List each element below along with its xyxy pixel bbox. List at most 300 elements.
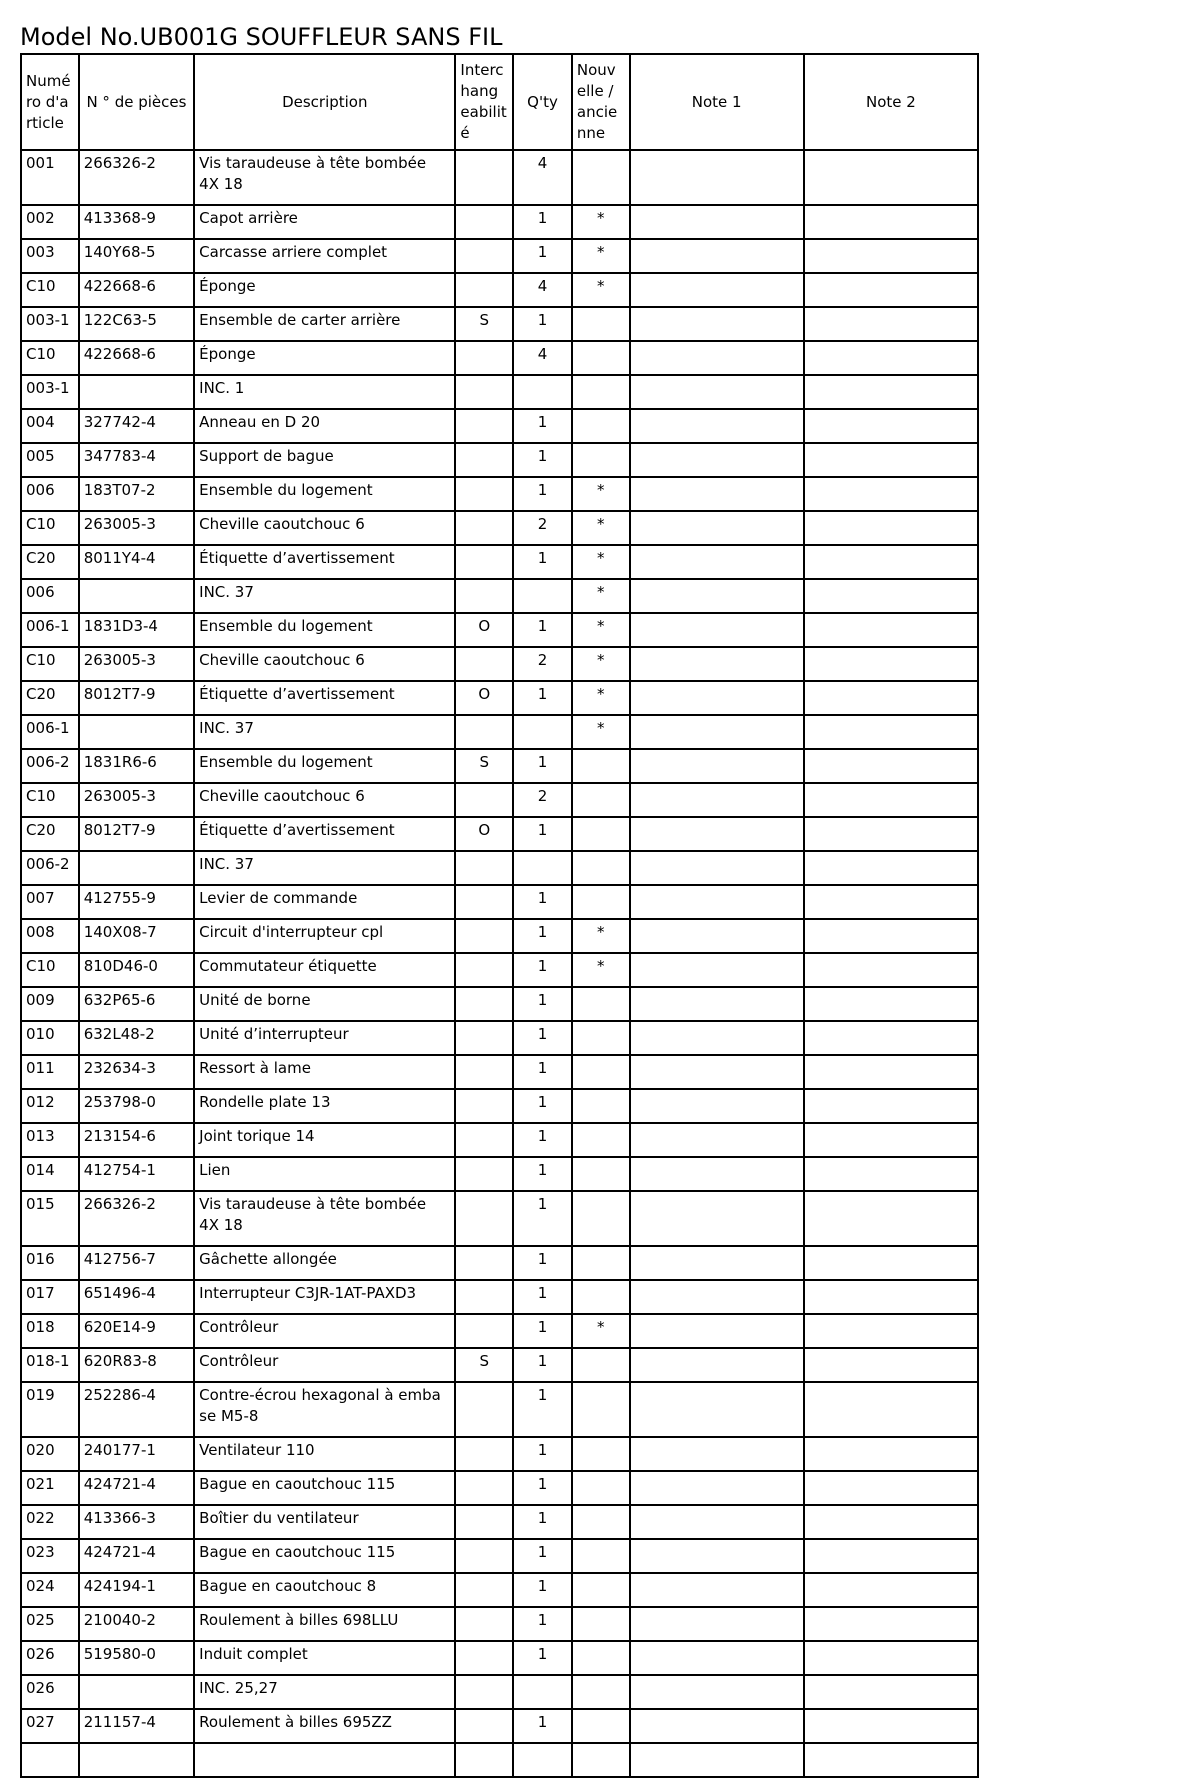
cell-item-no: 016 bbox=[21, 1246, 79, 1280]
table-row bbox=[21, 1191, 978, 1246]
table-row bbox=[21, 1089, 978, 1123]
cell-part-no: 651496-4 bbox=[79, 1280, 194, 1314]
cell-note-1 bbox=[630, 817, 804, 851]
cell-note-1 bbox=[630, 409, 804, 443]
cell-item-no: 015 bbox=[21, 1191, 79, 1246]
table-row bbox=[21, 1157, 978, 1191]
cell-interchangeability bbox=[455, 1191, 513, 1246]
table-row bbox=[21, 987, 978, 1021]
cell-item-no: 010 bbox=[21, 1021, 79, 1055]
cell-interchangeability bbox=[455, 1089, 513, 1123]
cell-new-old: * bbox=[572, 205, 630, 239]
cell-note-1 bbox=[630, 1641, 804, 1675]
cell-part-no: 140Y68-5 bbox=[79, 239, 194, 273]
cell-qty: 1 bbox=[513, 205, 572, 239]
cell-item-no: 021 bbox=[21, 1471, 79, 1505]
cell-description: Roulement à billes 698LLU bbox=[194, 1607, 455, 1641]
cell-note-2 bbox=[804, 715, 978, 749]
cell-description: Support de bague bbox=[194, 443, 455, 477]
table-row bbox=[21, 239, 978, 273]
cell-new-old bbox=[572, 1641, 630, 1675]
table-row bbox=[21, 919, 978, 953]
cell-description: INC. 37 bbox=[194, 851, 455, 885]
cell-part-no bbox=[79, 851, 194, 885]
cell-part-no: 1831R6-6 bbox=[79, 749, 194, 783]
cell-interchangeability bbox=[455, 1382, 513, 1437]
cell-new-old: * bbox=[572, 239, 630, 273]
table-row bbox=[21, 953, 978, 987]
cell-note-2 bbox=[804, 477, 978, 511]
cell-item-no: 024 bbox=[21, 1573, 79, 1607]
cell-part-no: 122C63-5 bbox=[79, 307, 194, 341]
cell-qty: 1 bbox=[513, 681, 572, 715]
cell-item-no: 020 bbox=[21, 1437, 79, 1471]
cell-description: Bague en caoutchouc 8 bbox=[194, 1573, 455, 1607]
cell-note-2 bbox=[804, 987, 978, 1021]
cell-part-no: 424721-4 bbox=[79, 1471, 194, 1505]
cell-new-old bbox=[572, 1743, 630, 1777]
cell-qty: 4 bbox=[513, 150, 572, 205]
parts-table-body bbox=[21, 150, 978, 1777]
cell-note-1 bbox=[630, 1123, 804, 1157]
cell-interchangeability bbox=[455, 579, 513, 613]
cell-note-2 bbox=[804, 681, 978, 715]
cell-note-1 bbox=[630, 511, 804, 545]
cell-part-no bbox=[79, 375, 194, 409]
table-row bbox=[21, 715, 978, 749]
cell-note-2 bbox=[804, 1709, 978, 1743]
cell-new-old bbox=[572, 1505, 630, 1539]
cell-interchangeability bbox=[455, 545, 513, 579]
cell-note-1 bbox=[630, 1471, 804, 1505]
cell-interchangeability bbox=[455, 1246, 513, 1280]
cell-description: Cheville caoutchouc 6 bbox=[194, 647, 455, 681]
col-header-qty: Q'ty bbox=[513, 54, 572, 150]
cell-interchangeability bbox=[455, 443, 513, 477]
cell-part-no: 632L48-2 bbox=[79, 1021, 194, 1055]
cell-description: Unité d’interrupteur bbox=[194, 1021, 455, 1055]
table-row bbox=[21, 885, 978, 919]
cell-note-2 bbox=[804, 511, 978, 545]
table-row bbox=[21, 1280, 978, 1314]
table-row bbox=[21, 681, 978, 715]
cell-description: Induit complet bbox=[194, 1641, 455, 1675]
cell-note-2 bbox=[804, 647, 978, 681]
cell-item-no: 011 bbox=[21, 1055, 79, 1089]
cell-note-1 bbox=[630, 715, 804, 749]
cell-part-no: 266326-2 bbox=[79, 1191, 194, 1246]
table-row bbox=[21, 817, 978, 851]
cell-item-no: 025 bbox=[21, 1607, 79, 1641]
cell-interchangeability bbox=[455, 1709, 513, 1743]
cell-note-1 bbox=[630, 749, 804, 783]
cell-description: Joint torique 14 bbox=[194, 1123, 455, 1157]
cell-item-no: 003-1 bbox=[21, 375, 79, 409]
cell-description: Étiquette d’avertissement bbox=[194, 545, 455, 579]
cell-description: Carcasse arriere complet bbox=[194, 239, 455, 273]
cell-note-2 bbox=[804, 1539, 978, 1573]
cell-interchangeability bbox=[455, 205, 513, 239]
cell-new-old bbox=[572, 150, 630, 205]
cell-new-old bbox=[572, 817, 630, 851]
cell-item-no: 008 bbox=[21, 919, 79, 953]
cell-new-old bbox=[572, 1573, 630, 1607]
cell-interchangeability: O bbox=[455, 613, 513, 647]
cell-description: Éponge bbox=[194, 273, 455, 307]
cell-item-no: 017 bbox=[21, 1280, 79, 1314]
cell-new-old bbox=[572, 1348, 630, 1382]
table-row bbox=[21, 749, 978, 783]
cell-item-no: 002 bbox=[21, 205, 79, 239]
cell-item-no: C10 bbox=[21, 783, 79, 817]
cell-description: INC. 37 bbox=[194, 579, 455, 613]
cell-part-no: 347783-4 bbox=[79, 443, 194, 477]
cell-qty bbox=[513, 1743, 572, 1777]
cell-item-no: 018-1 bbox=[21, 1348, 79, 1382]
cell-qty bbox=[513, 851, 572, 885]
table-row bbox=[21, 1348, 978, 1382]
cell-note-2 bbox=[804, 1314, 978, 1348]
cell-new-old: * bbox=[572, 1314, 630, 1348]
cell-description: Anneau en D 20 bbox=[194, 409, 455, 443]
cell-description: INC. 37 bbox=[194, 715, 455, 749]
cell-interchangeability bbox=[455, 375, 513, 409]
cell-new-old bbox=[572, 1021, 630, 1055]
cell-part-no: 620R83-8 bbox=[79, 1348, 194, 1382]
cell-part-no: 413368-9 bbox=[79, 205, 194, 239]
cell-item-no: C10 bbox=[21, 953, 79, 987]
cell-description: Étiquette d’avertissement bbox=[194, 681, 455, 715]
cell-interchangeability bbox=[455, 1471, 513, 1505]
cell-qty: 1 bbox=[513, 477, 572, 511]
cell-new-old bbox=[572, 1280, 630, 1314]
cell-item-no: C10 bbox=[21, 341, 79, 375]
cell-note-1 bbox=[630, 1675, 804, 1709]
cell-note-1 bbox=[630, 1709, 804, 1743]
cell-interchangeability bbox=[455, 953, 513, 987]
cell-interchangeability bbox=[455, 239, 513, 273]
cell-part-no: 422668-6 bbox=[79, 273, 194, 307]
cell-qty: 1 bbox=[513, 1191, 572, 1246]
cell-item-no: C10 bbox=[21, 647, 79, 681]
cell-new-old bbox=[572, 1382, 630, 1437]
cell-part-no: 424721-4 bbox=[79, 1539, 194, 1573]
cell-note-1 bbox=[630, 1743, 804, 1777]
cell-new-old: * bbox=[572, 477, 630, 511]
cell-new-old: * bbox=[572, 681, 630, 715]
cell-new-old bbox=[572, 443, 630, 477]
cell-part-no bbox=[79, 1743, 194, 1777]
cell-note-2 bbox=[804, 953, 978, 987]
cell-note-1 bbox=[630, 987, 804, 1021]
cell-note-1 bbox=[630, 579, 804, 613]
table-row bbox=[21, 443, 978, 477]
cell-qty: 1 bbox=[513, 1505, 572, 1539]
cell-description bbox=[194, 1743, 455, 1777]
table-row bbox=[21, 545, 978, 579]
cell-item-no: 007 bbox=[21, 885, 79, 919]
cell-new-old bbox=[572, 1246, 630, 1280]
cell-note-1 bbox=[630, 150, 804, 205]
header-row bbox=[21, 54, 978, 150]
cell-part-no: 263005-3 bbox=[79, 783, 194, 817]
cell-new-old bbox=[572, 1709, 630, 1743]
cell-new-old bbox=[572, 1607, 630, 1641]
cell-description: Unité de borne bbox=[194, 987, 455, 1021]
cell-item-no: 014 bbox=[21, 1157, 79, 1191]
cell-description: Capot arrière bbox=[194, 205, 455, 239]
cell-new-old bbox=[572, 783, 630, 817]
cell-part-no: 232634-3 bbox=[79, 1055, 194, 1089]
cell-note-2 bbox=[804, 273, 978, 307]
table-row bbox=[21, 341, 978, 375]
cell-new-old: * bbox=[572, 579, 630, 613]
cell-new-old: * bbox=[572, 919, 630, 953]
cell-item-no: 004 bbox=[21, 409, 79, 443]
col-header-note-1: Note 1 bbox=[630, 54, 804, 150]
cell-part-no: 240177-1 bbox=[79, 1437, 194, 1471]
cell-item-no: 027 bbox=[21, 1709, 79, 1743]
cell-note-1 bbox=[630, 851, 804, 885]
cell-item-no: C20 bbox=[21, 681, 79, 715]
table-row bbox=[21, 1743, 978, 1777]
cell-item-no: 006-2 bbox=[21, 749, 79, 783]
cell-note-1 bbox=[630, 1607, 804, 1641]
cell-description: Ressort à lame bbox=[194, 1055, 455, 1089]
cell-interchangeability: S bbox=[455, 749, 513, 783]
cell-note-2 bbox=[804, 375, 978, 409]
col-header-note-2: Note 2 bbox=[804, 54, 978, 150]
cell-note-1 bbox=[630, 885, 804, 919]
cell-item-no: 006 bbox=[21, 477, 79, 511]
table-row bbox=[21, 205, 978, 239]
table-row bbox=[21, 579, 978, 613]
cell-interchangeability bbox=[455, 150, 513, 205]
cell-new-old: * bbox=[572, 613, 630, 647]
cell-note-1 bbox=[630, 477, 804, 511]
cell-note-2 bbox=[804, 851, 978, 885]
cell-note-2 bbox=[804, 409, 978, 443]
cell-interchangeability bbox=[455, 1021, 513, 1055]
cell-new-old bbox=[572, 1675, 630, 1709]
cell-item-no: C10 bbox=[21, 273, 79, 307]
cell-item-no: 022 bbox=[21, 1505, 79, 1539]
cell-item-no: 006 bbox=[21, 579, 79, 613]
cell-new-old bbox=[572, 1123, 630, 1157]
cell-part-no bbox=[79, 715, 194, 749]
cell-interchangeability bbox=[455, 1539, 513, 1573]
cell-interchangeability bbox=[455, 715, 513, 749]
cell-new-old bbox=[572, 1471, 630, 1505]
cell-qty: 1 bbox=[513, 749, 572, 783]
cell-new-old bbox=[572, 749, 630, 783]
table-row bbox=[21, 1675, 978, 1709]
table-row bbox=[21, 613, 978, 647]
cell-description: INC. 1 bbox=[194, 375, 455, 409]
cell-part-no: 263005-3 bbox=[79, 511, 194, 545]
cell-qty: 1 bbox=[513, 1437, 572, 1471]
cell-note-2 bbox=[804, 1675, 978, 1709]
cell-note-2 bbox=[804, 1246, 978, 1280]
cell-qty: 1 bbox=[513, 1471, 572, 1505]
table-row bbox=[21, 1382, 978, 1437]
cell-qty: 1 bbox=[513, 817, 572, 851]
cell-interchangeability bbox=[455, 341, 513, 375]
cell-part-no: 183T07-2 bbox=[79, 477, 194, 511]
table-row bbox=[21, 1246, 978, 1280]
page-title: Model No.UB001G SOUFFLEUR SANS FIL bbox=[20, 23, 503, 51]
cell-description: Interrupteur C3JR-1AT-PAXD3 bbox=[194, 1280, 455, 1314]
cell-item-no: 001 bbox=[21, 150, 79, 205]
cell-interchangeability bbox=[455, 885, 513, 919]
cell-qty: 1 bbox=[513, 1089, 572, 1123]
cell-part-no: 810D46-0 bbox=[79, 953, 194, 987]
cell-description: Ventilateur 110 bbox=[194, 1437, 455, 1471]
cell-description: Ensemble du logement bbox=[194, 749, 455, 783]
cell-interchangeability bbox=[455, 1675, 513, 1709]
cell-part-no: 213154-6 bbox=[79, 1123, 194, 1157]
cell-note-1 bbox=[630, 783, 804, 817]
table-row bbox=[21, 1709, 978, 1743]
cell-qty: 1 bbox=[513, 1246, 572, 1280]
cell-part-no: 263005-3 bbox=[79, 647, 194, 681]
cell-part-no: 519580-0 bbox=[79, 1641, 194, 1675]
col-header-item-no: Numé ro d'a rticle bbox=[21, 54, 79, 150]
cell-qty: 1 bbox=[513, 239, 572, 273]
cell-note-2 bbox=[804, 1641, 978, 1675]
cell-qty: 1 bbox=[513, 1314, 572, 1348]
table-row bbox=[21, 783, 978, 817]
cell-part-no: 327742-4 bbox=[79, 409, 194, 443]
cell-note-2 bbox=[804, 150, 978, 205]
cell-description: Cheville caoutchouc 6 bbox=[194, 783, 455, 817]
table-row bbox=[21, 1123, 978, 1157]
cell-note-1 bbox=[630, 647, 804, 681]
cell-item-no: 018 bbox=[21, 1314, 79, 1348]
cell-part-no: 422668-6 bbox=[79, 341, 194, 375]
cell-new-old bbox=[572, 1191, 630, 1246]
cell-note-2 bbox=[804, 1055, 978, 1089]
cell-interchangeability bbox=[455, 1157, 513, 1191]
cell-interchangeability bbox=[455, 1280, 513, 1314]
cell-part-no: 140X08-7 bbox=[79, 919, 194, 953]
cell-new-old: * bbox=[572, 715, 630, 749]
cell-part-no: 424194-1 bbox=[79, 1573, 194, 1607]
cell-interchangeability bbox=[455, 1437, 513, 1471]
cell-interchangeability bbox=[455, 851, 513, 885]
cell-new-old bbox=[572, 341, 630, 375]
cell-interchangeability bbox=[455, 273, 513, 307]
cell-part-no: 620E14-9 bbox=[79, 1314, 194, 1348]
cell-part-no: 253798-0 bbox=[79, 1089, 194, 1123]
cell-note-2 bbox=[804, 1471, 978, 1505]
cell-qty: 1 bbox=[513, 307, 572, 341]
cell-note-1 bbox=[630, 1191, 804, 1246]
cell-note-2 bbox=[804, 783, 978, 817]
cell-part-no: 266326-2 bbox=[79, 150, 194, 205]
cell-item-no: 026 bbox=[21, 1675, 79, 1709]
cell-interchangeability bbox=[455, 783, 513, 817]
cell-item-no: 003-1 bbox=[21, 307, 79, 341]
cell-interchangeability: S bbox=[455, 307, 513, 341]
cell-qty: 1 bbox=[513, 1280, 572, 1314]
cell-description: Commutateur étiquette bbox=[194, 953, 455, 987]
cell-note-1 bbox=[630, 919, 804, 953]
cell-new-old: * bbox=[572, 953, 630, 987]
table-row bbox=[21, 273, 978, 307]
cell-note-1 bbox=[630, 1280, 804, 1314]
cell-part-no: 1831D3-4 bbox=[79, 613, 194, 647]
cell-qty: 1 bbox=[513, 1123, 572, 1157]
table-row bbox=[21, 1055, 978, 1089]
cell-note-1 bbox=[630, 1089, 804, 1123]
cell-note-2 bbox=[804, 1505, 978, 1539]
cell-qty: 1 bbox=[513, 443, 572, 477]
table-row bbox=[21, 477, 978, 511]
cell-qty bbox=[513, 715, 572, 749]
cell-new-old bbox=[572, 307, 630, 341]
cell-note-1 bbox=[630, 1505, 804, 1539]
cell-interchangeability bbox=[455, 1505, 513, 1539]
cell-description: Ensemble du logement bbox=[194, 477, 455, 511]
parts-table bbox=[20, 53, 979, 1778]
table-row bbox=[21, 375, 978, 409]
cell-note-1 bbox=[630, 545, 804, 579]
cell-item-no: 006-1 bbox=[21, 613, 79, 647]
cell-note-1 bbox=[630, 1573, 804, 1607]
cell-note-1 bbox=[630, 1157, 804, 1191]
cell-part-no: 252286-4 bbox=[79, 1382, 194, 1437]
cell-interchangeability bbox=[455, 1641, 513, 1675]
cell-note-1 bbox=[630, 681, 804, 715]
cell-qty: 2 bbox=[513, 511, 572, 545]
cell-interchangeability bbox=[455, 1743, 513, 1777]
cell-description: Ensemble du logement bbox=[194, 613, 455, 647]
cell-description: Contrôleur bbox=[194, 1348, 455, 1382]
cell-part-no: 413366-3 bbox=[79, 1505, 194, 1539]
cell-qty: 2 bbox=[513, 647, 572, 681]
cell-note-1 bbox=[630, 273, 804, 307]
cell-qty: 1 bbox=[513, 1157, 572, 1191]
table-row bbox=[21, 647, 978, 681]
cell-interchangeability bbox=[455, 1607, 513, 1641]
cell-item-no bbox=[21, 1743, 79, 1777]
cell-new-old bbox=[572, 1539, 630, 1573]
table-row bbox=[21, 851, 978, 885]
table-row bbox=[21, 409, 978, 443]
cell-qty: 1 bbox=[513, 1607, 572, 1641]
cell-note-2 bbox=[804, 1382, 978, 1437]
table-row bbox=[21, 1573, 978, 1607]
cell-item-no: 026 bbox=[21, 1641, 79, 1675]
cell-note-1 bbox=[630, 1055, 804, 1089]
cell-note-2 bbox=[804, 749, 978, 783]
cell-note-1 bbox=[630, 307, 804, 341]
cell-part-no: 412756-7 bbox=[79, 1246, 194, 1280]
table-row bbox=[21, 150, 978, 205]
table-row bbox=[21, 1021, 978, 1055]
cell-description: Vis taraudeuse à tête bombée 4X 18 bbox=[194, 150, 455, 205]
cell-part-no: 412754-1 bbox=[79, 1157, 194, 1191]
cell-interchangeability bbox=[455, 1123, 513, 1157]
cell-part-no bbox=[79, 1675, 194, 1709]
cell-note-1 bbox=[630, 1314, 804, 1348]
col-header-description: Description bbox=[194, 54, 455, 150]
cell-description: Ensemble de carter arrière bbox=[194, 307, 455, 341]
cell-part-no: 8012T7-9 bbox=[79, 681, 194, 715]
cell-part-no: 632P65-6 bbox=[79, 987, 194, 1021]
cell-note-2 bbox=[804, 205, 978, 239]
